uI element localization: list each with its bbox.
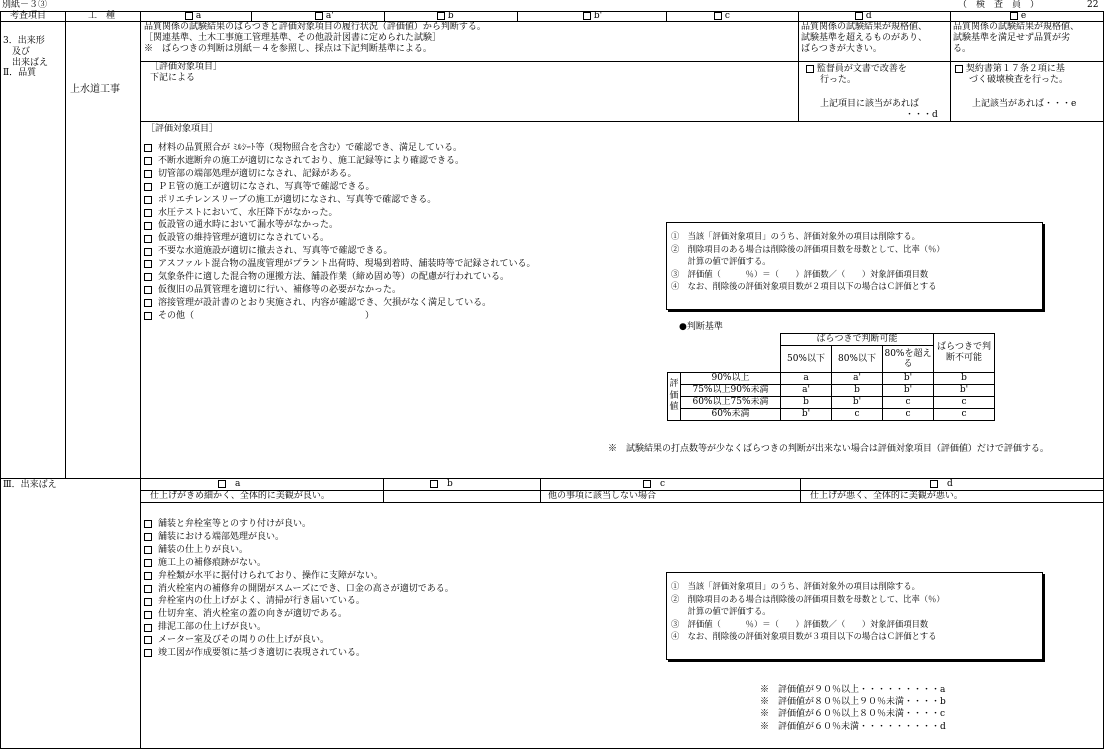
work-grade-b[interactable]: b — [430, 479, 453, 490]
inspector-label: （ 検 査 員 ） — [958, 0, 1040, 10]
list-item[interactable]: 仮復旧の品質管理を適切に行い、補修等の必要がなかった。 — [144, 284, 535, 297]
checkbox-a[interactable] — [185, 12, 193, 20]
d-suffix: ・・・d — [905, 110, 938, 120]
list-item[interactable]: 不要な水道施設が適切に撤去され、写真等で確認できる。 — [144, 245, 535, 258]
checkbox-d[interactable] — [855, 12, 863, 20]
eval-target-block: ［評価対象項目］ 下記による — [150, 62, 223, 83]
checkbox-e[interactable] — [1010, 12, 1018, 20]
quality-notes-box: ① 当該「評価対象項目」のうち、評価対象外の項目は削除する。 ② 削除項目のある場合は削除後の評価項目数を母数として、比率（％） 計算の値で評価する。 ③ 評価値（ ％）＝（ ）評価数／（ ）対象評価項目数 ④ なお、削除後の評価対象項目数が２項目以下の場合はＣ評価とする — [666, 222, 1043, 310]
list-item[interactable]: 竣工図が作成要領に基づき適切に表現されている。 — [144, 647, 454, 660]
quality-intro: 品質関係の試験結果のばらつきと評価対象項目の履行状況（評価値）から判断する。 ［関連基準、土木工事施工管理基準、その他設計図書に定められた試験］ ※ ばらつきの判断は別紙－４を参照し、採点は下記判断基準による。 — [144, 22, 486, 54]
checkbox-b-prime[interactable] — [583, 12, 591, 20]
grade-b-prime[interactable]: b' — [583, 11, 602, 22]
checkbox-a-prime[interactable] — [315, 12, 323, 20]
d-action-checkbox[interactable] — [806, 65, 814, 73]
list-item[interactable]: メーター室及びその周りの仕上げが良い。 — [144, 634, 454, 647]
item-label-workmanship: Ⅲ．出来ばえ — [3, 480, 57, 490]
criteria-title: ●判断基準 — [679, 322, 723, 332]
d-applicable: 上記項目に該当があれば — [820, 99, 920, 109]
work-type: 上水道工事 — [70, 84, 120, 95]
e-action-checkbox[interactable] — [955, 65, 963, 73]
list-item[interactable]: 水圧テストにおいて、水圧降下がなかった。 — [144, 206, 535, 219]
checkbox-b[interactable] — [437, 12, 445, 20]
work-d-desc: 仕上げが悪く、全体的に美観が悪い。 — [810, 491, 963, 501]
work-grade-c[interactable]: c — [643, 479, 665, 490]
form-id: 別紙－３③ — [2, 0, 48, 10]
list-item[interactable]: 材料の品質照合が ﾐﾙｼｰﾄ等（現物照合を含む）で確認でき、満足している。 — [144, 142, 535, 155]
list-item[interactable]: ＰＥ管の施工が適切になされ、写真等で確認できる。 — [144, 181, 535, 194]
quality-footnote: ※ 試験結果の打点数等が少なくばらつきの判断が出来ない場合は評価対象項目（評価値）だけで評価する。 — [608, 444, 1049, 454]
d-action: 監督員が文書で改善を 行った。 — [806, 64, 907, 86]
grade-d[interactable]: d — [855, 11, 872, 22]
list-item[interactable]: 仮設管の通水時において漏水等がなかった。 — [144, 219, 535, 232]
grade-a[interactable]: a — [185, 11, 201, 22]
list-item[interactable]: 舗装の仕上りが良い。 — [144, 544, 454, 557]
workmanship-scale: ※ 評価値が９０％以上・・・・・・・・・a ※ 評価値が８０％以上９０％未満・・・・b ※ 評価値が６０％以上８０％未満・・・・c ※ 評価値が６０％未満・・・・・・・・・d — [760, 685, 946, 732]
e-applicable: 上記該当があれば・・・e — [972, 99, 1077, 109]
d-description: 品質関係の試験結果が規格値、 試験基準を超えるものがあり、 ばらつきが大きい。 — [801, 22, 928, 54]
list-item[interactable]: 溶接管理が設計書のとおり実施され、内容が確認でき、欠損がなく満足している。 — [144, 297, 535, 310]
list-item[interactable]: その他（ ） — [144, 310, 535, 323]
grade-c[interactable]: c — [714, 11, 730, 22]
e-description: 品質関係の試験結果が規格値、 試験基準を満足せず品質が劣 る。 — [953, 22, 1080, 54]
list-item[interactable]: 仕切弁室、消火栓室の蓋の向きが適切である。 — [144, 608, 454, 621]
list-item[interactable]: 切管部の端部処理が適切になされ、記録がある。 — [144, 168, 535, 181]
list-item[interactable]: 仮設管の維持管理が適切になされている。 — [144, 232, 535, 245]
column-header-work: 工 種 — [88, 11, 116, 21]
item-label-quality: 3．出来形 及び 出来ばえ Ⅱ．品質 — [3, 36, 49, 79]
list-item[interactable]: 気象条件に適した混合物の運搬方法、舗設作業（締め固め等）の配慮が行われている。 — [144, 271, 535, 284]
list-item[interactable]: 施工上の補修痕跡がない。 — [144, 557, 454, 570]
e-action: 契約書第１７条２項に基 づく破壊検査を行った。 — [955, 64, 1068, 86]
list-item[interactable]: ポリエチレンスリーブの施工が適切になされ、写真等で確認できる。 — [144, 194, 535, 207]
workmanship-item-list — [144, 518, 454, 660]
list-item[interactable]: 不断水遮断弁の施工が適切になされており、施工記録等により確認できる。 — [144, 155, 535, 168]
page-number: 22 — [1087, 0, 1099, 10]
list-item[interactable]: 弁栓類が水平に据付けられており、操作に支障がない。 — [144, 570, 454, 583]
quality-item-list — [144, 142, 535, 322]
list-item[interactable]: 舗装と弁栓室等とのすり付けが良い。 — [144, 518, 454, 531]
list-item[interactable]: 排泥工部の仕上げが良い。 — [144, 621, 454, 634]
items-label: ［評価対象項目］ — [146, 124, 219, 134]
list-item[interactable]: 弁栓室内の仕上げがよく、清掃が行き届いている。 — [144, 595, 454, 608]
work-c-desc: 他の事項に該当しない場合 — [548, 491, 657, 501]
grade-e[interactable]: e — [1010, 11, 1026, 22]
list-item[interactable]: 舗装における端部処理が良い。 — [144, 531, 454, 544]
list-item[interactable]: 消火栓室内の補修弁の開閉がスムーズにでき、口金の高さが適切である。 — [144, 582, 454, 595]
work-a-desc: 仕上げがきめ細かく、全体的に美観が良い。 — [150, 491, 330, 501]
work-grade-d[interactable]: d — [930, 479, 953, 490]
work-grade-a[interactable]: a — [218, 479, 240, 490]
criteria-table: ばらつきで判断可能 ばらつきで判断不可能 50%以下 80%以下 80%を超える 評価値 90%以上 a a' b' b 75%以上90%未満 a' b b' b' 60%以上75%未満 b b' c c 60%未満 b' c c c — [667, 333, 995, 421]
list-item[interactable]: アスファルト混合物の温度管理がプラント出荷時、現場到着時、舗装時等で記録されている。 — [144, 258, 535, 271]
workmanship-notes-box: ① 当該「評価対象項目」のうち、評価対象外の項目は削除する。 ② 削除項目のある場合は削除後の評価項目数を母数として、比率（％） 計算の値で評価する。 ③ 評価値（ ％）＝（ ）評価数／（ ）対象評価項目数 ④ なお、削除後の評価対象項目数が３項目以下の場合はＣ評価とする — [666, 572, 1043, 660]
grade-a-prime[interactable]: a' — [315, 11, 334, 22]
column-header-item: 考査項目 — [10, 11, 47, 21]
grade-b[interactable]: b — [437, 11, 454, 22]
checkbox-c[interactable] — [714, 12, 722, 20]
